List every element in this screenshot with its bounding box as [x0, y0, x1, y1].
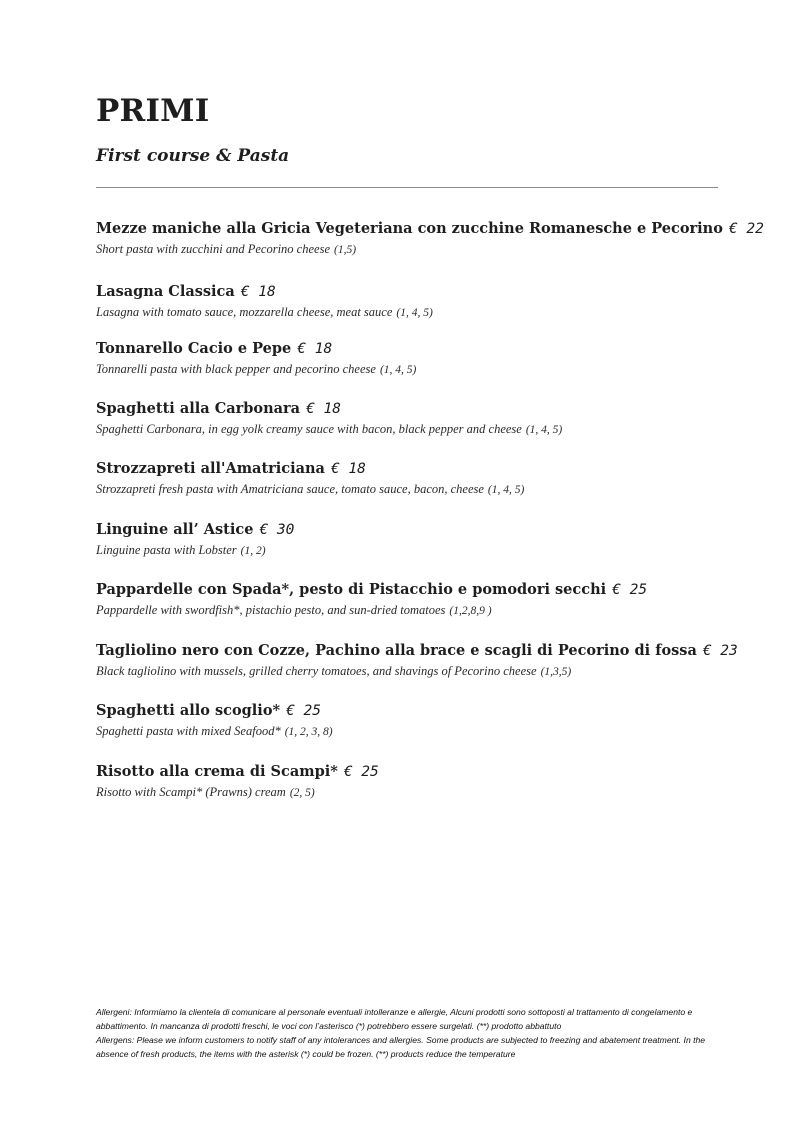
menu-item: [96, 219, 764, 258]
menu-item-allergens: (1,3,5): [540, 666, 572, 678]
menu-item-price: € 18: [330, 461, 366, 477]
menu-item-allergens: (1, 4, 5): [487, 484, 525, 496]
menu-item: [96, 399, 756, 438]
menu-item-description: [96, 542, 756, 559]
menu-item-name: Tagliolino nero con Cozze, Pachino alla brace e scagli di Pecorino di fossa: [96, 642, 697, 659]
menu-item-description-text: Black tagliolino with mussels, grilled cherry tomatoes, and shavings of Pecorino cheese: [96, 664, 537, 678]
menu-item-description-text: Pappardelle with swordfish*, pistachio pesto, and sun-dried tomatoes: [96, 603, 446, 617]
menu-item: [96, 339, 756, 378]
menu-item-title: [96, 219, 764, 239]
menu-item-price: € 18: [240, 284, 276, 300]
menu-item-name: Risotto alla crema di Scampi*: [96, 763, 338, 780]
menu-item-name: Mezze maniche alla Gricia Vegeteriana con zucchine Romanesche e Pecorino: [96, 220, 723, 237]
menu-item-price: € 25: [612, 582, 648, 598]
menu-item-title: [96, 580, 756, 600]
menu-item-name: Tonnarello Cacio e Pepe: [96, 340, 292, 357]
menu-item-name: Strozzapreti all'Amatriciana: [96, 460, 325, 477]
menu-item-price: € 18: [297, 341, 333, 357]
menu-item-allergens: (1, 2, 3, 8): [284, 726, 333, 738]
menu-item-title: [96, 520, 756, 540]
menu-item-price: € 22: [728, 221, 764, 237]
allergen-note-italian: Allergeni: Informiamo la clientela di comunicare al personale eventuali intolleranze e allergie, Alcuni prodotti sono sottoposti al trattamento di congelamento e abbattimento. In mancanza di prodotti freschi, le voci con l’asterisco (*) potrebbero essere surgelati. (**) prodotto abbattuto: [96, 1007, 693, 1031]
title-divider: [96, 187, 718, 188]
menu-item-name: Pappardelle con Spada*, pesto di Pistacchio e pomodori secchi: [96, 581, 607, 598]
menu-item-price: € 30: [259, 522, 295, 538]
menu-item: [96, 520, 756, 559]
menu-item-title: [96, 459, 756, 479]
menu-item-title: [96, 282, 756, 302]
menu-item-title: [96, 701, 756, 721]
menu-item-description: [96, 304, 756, 321]
menu-item-price: € 18: [306, 401, 341, 417]
menu-item-name: Spaghetti allo scoglio*: [96, 702, 281, 719]
menu-item-description-text: Tonnarelli pasta with black pepper and pecorino cheese: [96, 362, 376, 376]
menu-item-description-text: Risotto with Scampi* (Prawns) cream: [96, 785, 286, 799]
menu-item-name: Linguine all’ Astice: [96, 521, 254, 538]
menu-item-description-text: Linguine pasta with Lobster: [96, 543, 237, 557]
menu-item-description: [96, 421, 756, 438]
allergen-notes: [96, 1005, 721, 1061]
allergen-note-english: Allergens: Please we inform customers to notify staff of any intolerances and allergies. Some products are subjected to freezing and abatement treatment. In the absence of fresh products, the items with the asterisk (*) could be frozen. (**) products reduce the temperature: [96, 1035, 706, 1059]
menu-item-description-text: Spaghetti Carbonara, in egg yolk creamy sauce with bacon, black pepper and cheese: [96, 422, 522, 436]
menu-item: [96, 701, 756, 740]
menu-item-price: € 23: [702, 643, 738, 659]
menu-item-description-text: Short pasta with zucchini and Pecorino cheese: [96, 242, 330, 256]
menu-item-description: [96, 241, 756, 258]
menu-item-title: [96, 399, 756, 419]
menu-item-title: [96, 339, 756, 359]
menu-item-allergens: (1, 4, 5): [396, 307, 433, 319]
menu-item-description: [96, 361, 756, 378]
menu-item: [96, 459, 756, 498]
menu-item-description: [96, 481, 756, 498]
menu-item-allergens: (1,5): [334, 244, 357, 256]
menu-item-price: € 25: [343, 764, 379, 780]
menu-item-description-text: Spaghetti pasta with mixed Seafood*: [96, 724, 281, 738]
menu-item-price: € 25: [286, 703, 321, 719]
menu-item-name: Spaghetti alla Carbonara: [96, 400, 301, 417]
menu-item-allergens: (1,2,8,9 ): [449, 605, 492, 617]
menu-item-title: [96, 762, 756, 782]
menu-item-allergens: (1, 4, 5): [379, 364, 417, 376]
menu-item-description: [96, 784, 756, 801]
menu-item-description-text: Strozzapreti fresh pasta with Amatriciana sauce, tomato sauce, bacon, cheese: [96, 482, 484, 496]
menu-item-allergens: (1, 2): [240, 545, 266, 557]
menu-item-description-text: Lasagna with tomato sauce, mozzarella cheese, meat sauce: [96, 305, 393, 319]
menu-item-description: [96, 723, 756, 740]
menu-item: [96, 282, 756, 321]
menu-item-description: [96, 602, 756, 619]
menu-item-name: Lasagna Classica: [96, 283, 235, 300]
menu-item-allergens: (1, 4, 5): [525, 424, 563, 436]
page-title: PRIMI: [96, 93, 210, 129]
menu-item-description: [96, 663, 756, 680]
menu-item-allergens: (2, 5): [289, 787, 315, 799]
menu-item: [96, 762, 756, 801]
menu-item: [96, 580, 756, 619]
page-subtitle: First course & Pasta: [96, 146, 290, 166]
menu-item-title: [96, 641, 756, 661]
menu-item: [96, 641, 756, 680]
